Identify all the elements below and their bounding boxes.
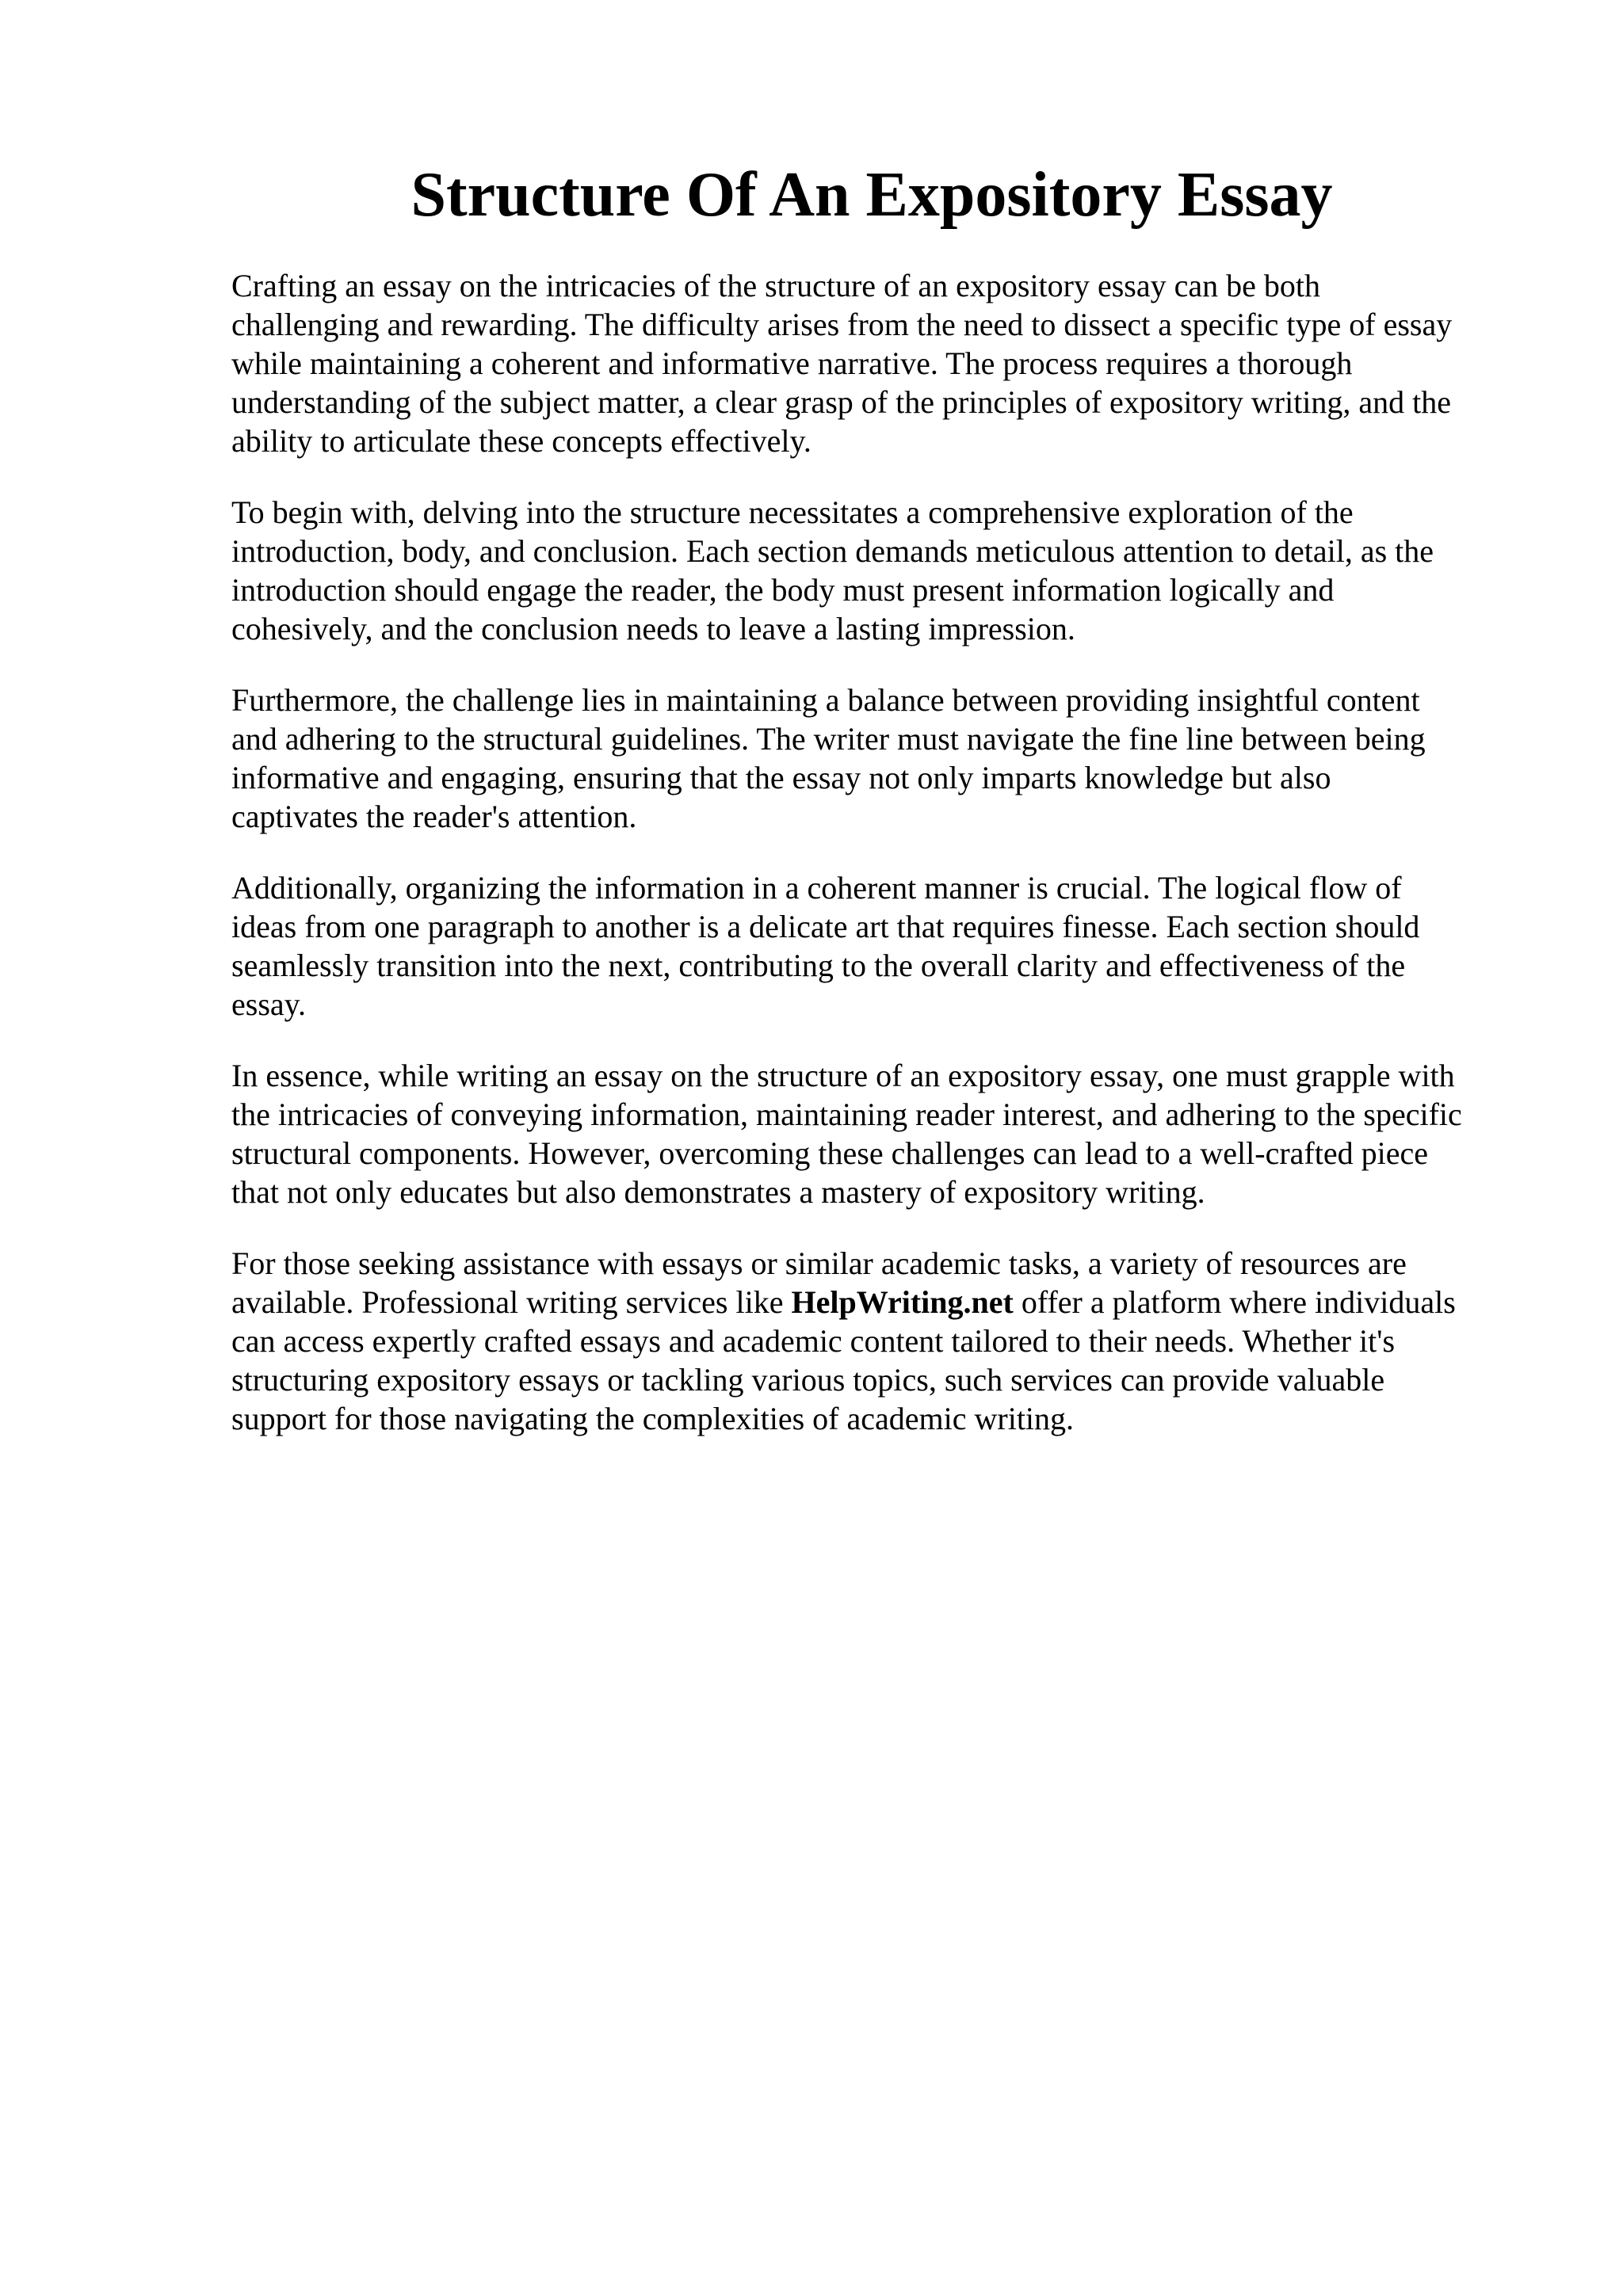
paragraph-line: captivates the reader's attention. [231,799,637,834]
paragraph-line: In essence, while writing an essay on the structure of an expository essay, one must grapple with [231,1058,1455,1093]
paragraph-3 [231,681,1519,836]
paragraph-6 [231,1244,1519,1438]
paragraph-line: ideas from one paragraph to another is a delicate art that requires finesse. Each section should [231,909,1420,944]
paragraph-line: essay. [231,986,307,1022]
paragraph-line: To begin with, delving into the structure necessitates a comprehensive exploration of the [231,494,1354,530]
paragraph-line: Furthermore, the challenge lies in maintaining a balance between providing insightful content [231,682,1420,718]
paragraph-line: while maintaining a coherent and informative narrative. The process requires a thorough [231,345,1353,381]
paragraph-line: cohesively, and the conclusion needs to leave a lasting impression. [231,611,1075,646]
paragraph-line: that not only educates but also demonstrates a mastery of expository writing. [231,1174,1205,1210]
brand-name: HelpWriting.net [791,1284,1014,1320]
paragraph-line: Additionally, organizing the information in a coherent manner is crucial. The logical flow of [231,870,1402,906]
paragraph-4 [231,868,1519,1024]
document-body [231,266,1519,1470]
paragraph-1 [231,266,1519,460]
paragraph-line: the intricacies of conveying information, maintaining reader interest, and adhering to the specific [231,1097,1462,1132]
paragraph-line: support for those navigating the complexities of academic writing. [231,1401,1075,1436]
paragraph-line: informative and engaging, ensuring that the essay not only imparts knowledge but also [231,760,1331,795]
line-text-after: offer a platform where individuals [1013,1284,1456,1320]
paragraph-line: structural components. However, overcoming these challenges can lead to a well-crafted piece [231,1135,1428,1171]
paragraph-line: introduction should engage the reader, the body must present information logically and [231,572,1335,608]
paragraph-line: and adhering to the structural guidelines. The writer must navigate the fine line between being [231,721,1426,757]
paragraph-line: challenging and rewarding. The difficulty arises from the need to dissect a specific type of essay [231,307,1453,342]
paragraph-line: Crafting an essay on the intricacies of the structure of an expository essay can be both [231,268,1321,303]
paragraph-5 [231,1056,1519,1211]
paragraph-line: ability to articulate these concepts effectively. [231,423,812,459]
paragraph-line-with-brand [231,1283,1519,1322]
paragraph-line: introduction, body, and conclusion. Each section demands meticulous attention to detail, as the [231,533,1434,569]
line-text-before: available. Professional writing services like [231,1284,792,1320]
paragraph-line: For those seeking assistance with essays or similar academic tasks, a variety of resources are [231,1245,1407,1281]
paragraph-line: structuring expository essays or tackling various topics, such services can provide valuable [231,1362,1385,1398]
paragraph-line: can access expertly crafted essays and academic content tailored to their needs. Whether it's [231,1323,1396,1359]
paragraph-line: seamlessly transition into the next, contributing to the overall clarity and effectiveness of the [231,948,1406,983]
paragraph-2 [231,493,1519,648]
paragraph-line: understanding of the subject matter, a clear grasp of the principles of expository writing, and the [231,384,1452,420]
document-title: Structure Of An Expository Essay [411,160,1333,230]
